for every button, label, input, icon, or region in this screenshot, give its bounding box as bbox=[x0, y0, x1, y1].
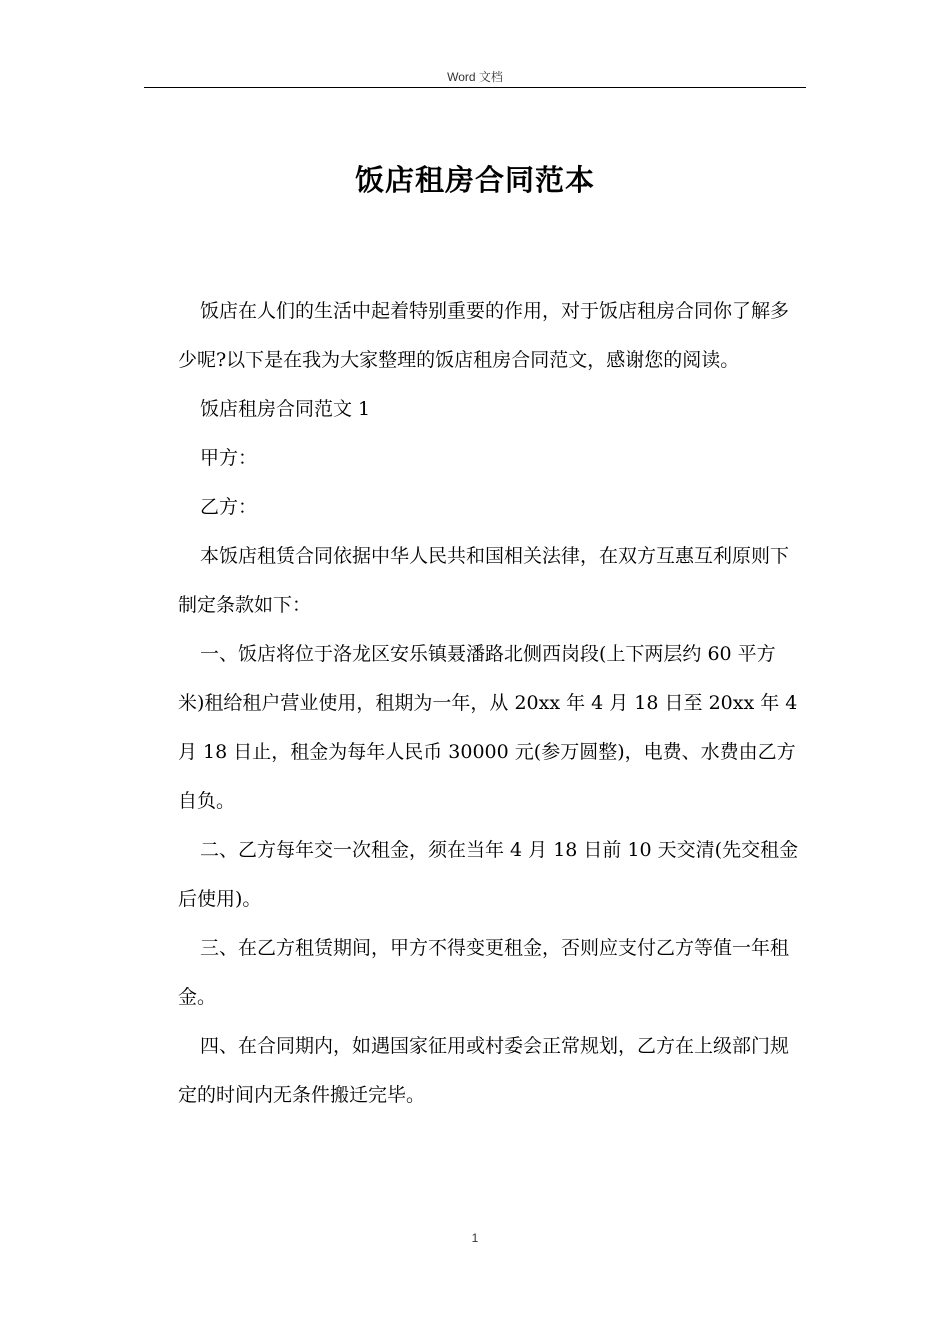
paragraph-clause-4: 四、在合同期内，如遇国家征用或村委会正常规划，乙方在上级部门规定的时间内无条件搬迁完毕。 bbox=[178, 1035, 790, 1106]
paragraph-intro: 饭店在人们的生活中起着特别重要的作用，对于饭店租房合同你了解多少呢?以下是在我为大家整理的饭店租房合同范文，感谢您的阅读。 bbox=[178, 300, 790, 371]
document-title: 饭店租房合同范本 bbox=[354, 163, 595, 197]
document-body bbox=[178, 287, 802, 1120]
paragraph-clause-2: 二、乙方每年交一次租金，须在当年 4 月 18 日前 10 天交清(先交租金后使用)。 bbox=[178, 839, 799, 910]
paragraph-party-a: 甲方： bbox=[200, 447, 258, 469]
paragraph-clause-3: 三、在乙方租赁期间，甲方不得变更租金，否则应支付乙方等值一年租金。 bbox=[178, 937, 790, 1008]
page-header: Word 文档 bbox=[447, 70, 503, 84]
paragraph-party-b: 乙方： bbox=[200, 496, 258, 518]
paragraph-sample-heading: 饭店租房合同范文 1 bbox=[200, 398, 371, 420]
paragraph-preamble: 本饭店租赁合同依据中华人民共和国相关法律，在双方互惠互利原则下制定条款如下： bbox=[178, 545, 790, 616]
page-number: 1 bbox=[471, 1231, 479, 1245]
header-divider bbox=[144, 87, 806, 88]
paragraph-clause-1: 一、饭店将位于洛龙区安乐镇聂潘路北侧西岗段(上下两层约 60 平方米)租给租户营业使用，租期为一年，从 20xx 年 4 月 18 日至 20xx 年 4 月 18 日止，租金为每年人民币 30000 元(参万圆整)，电费、水费由乙方自负。 bbox=[178, 643, 798, 812]
